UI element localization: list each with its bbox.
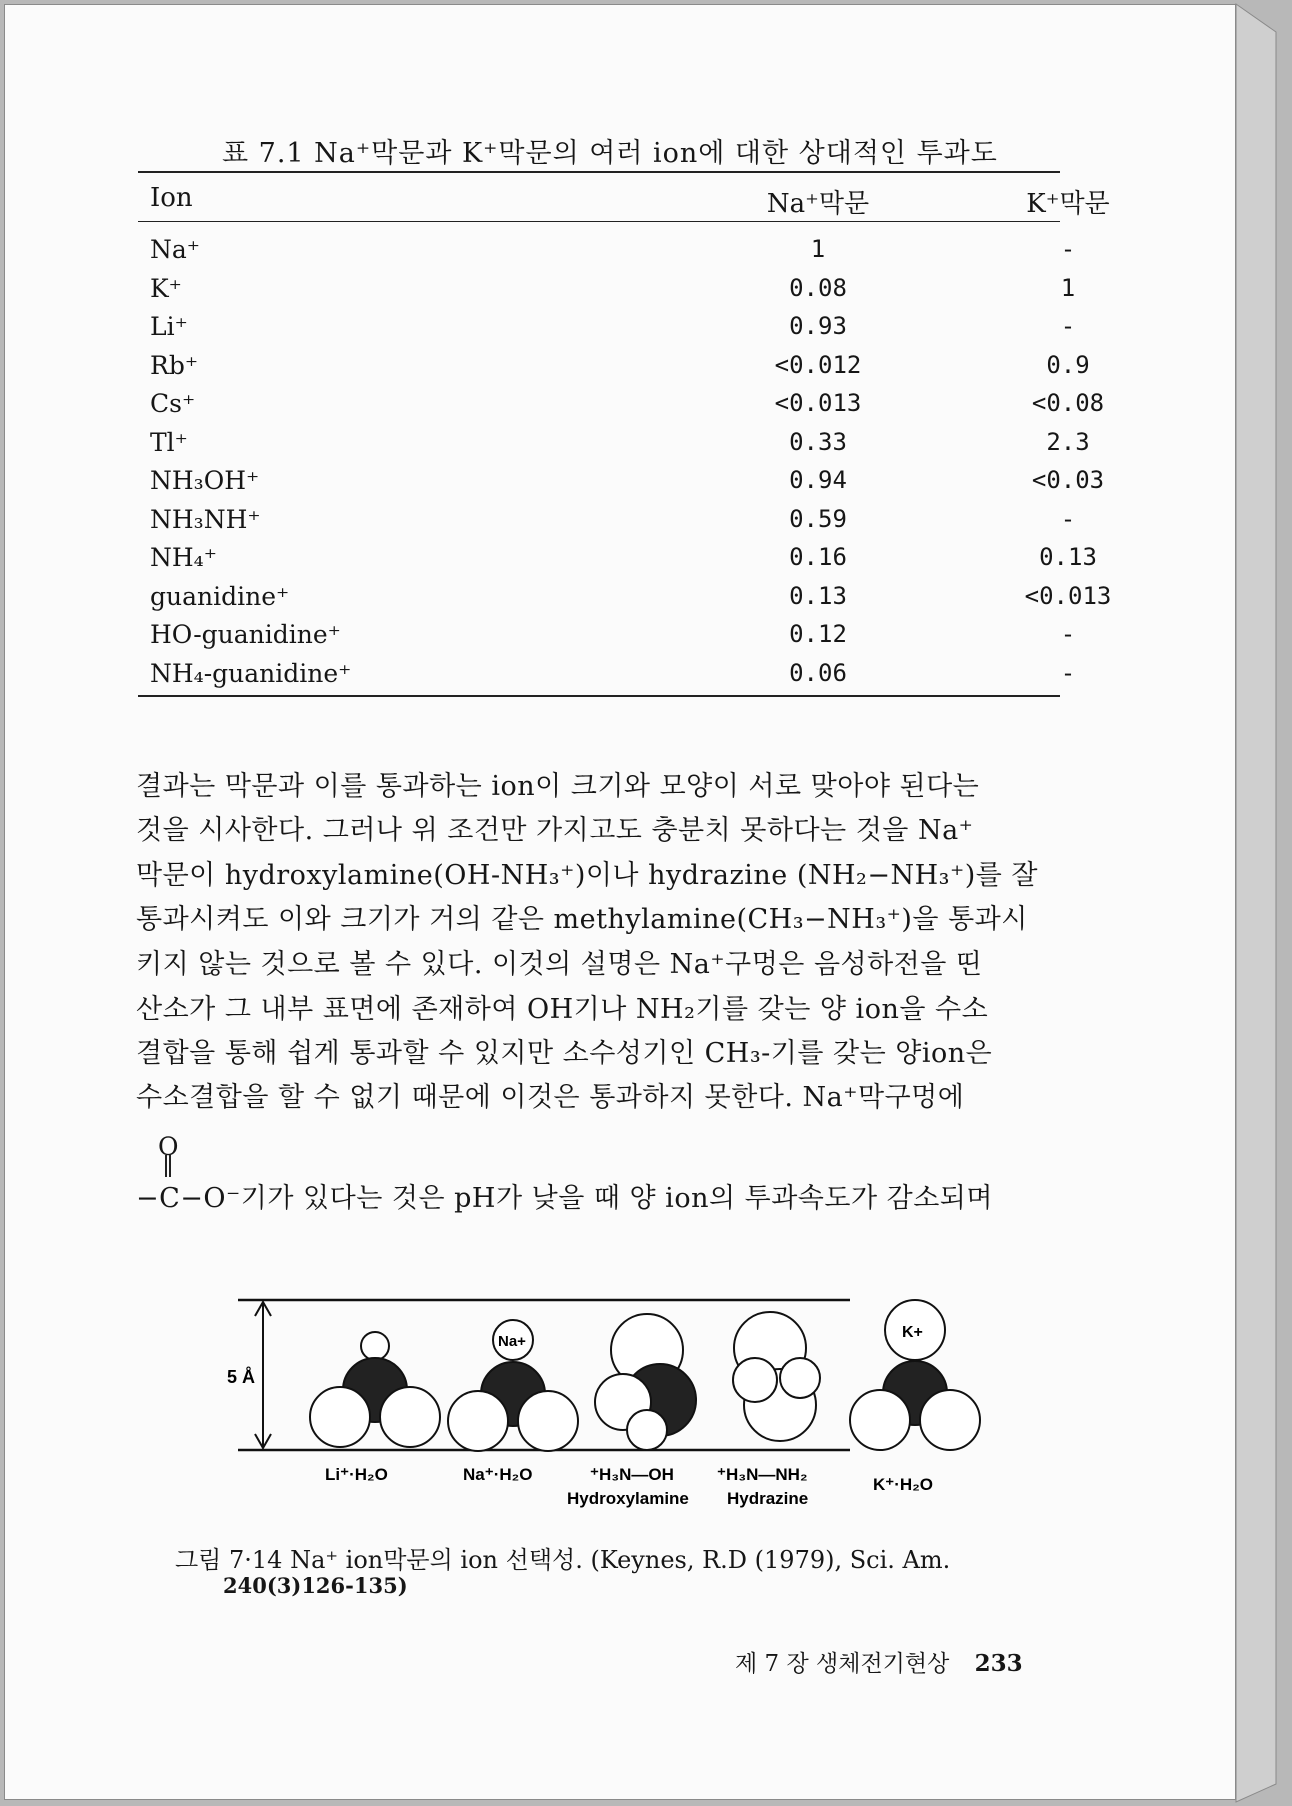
cell-k-permeability: -: [1060, 658, 1076, 687]
hydrogen-atom: [627, 1410, 667, 1450]
cell-na-permeability: 0.93: [789, 312, 847, 340]
cell-na-permeability: 0.94: [789, 466, 847, 494]
cell-ion: NH₄⁺: [150, 543, 217, 572]
body-line: 수소결합을 할 수 없기 때문에 이것은 통과하지 못한다. Na⁺막구멍에: [136, 1082, 965, 1113]
cell-ion: K⁺: [150, 273, 182, 303]
hydrogen-atom: [518, 1391, 578, 1451]
cell-ion: guanidine⁺: [150, 581, 290, 611]
hydrogen-atom: [780, 1358, 820, 1398]
cell-k-permeability: 0.9: [1046, 350, 1090, 379]
table-row: [138, 235, 1076, 271]
cell-k-permeability: 2.3: [1046, 427, 1090, 456]
na-ion-label: Na+: [498, 1333, 526, 1350]
cell-ion: NH₃OH⁺: [150, 466, 260, 495]
cell-na-permeability: 0.59: [789, 504, 847, 533]
hydrogen-atom: [310, 1387, 370, 1447]
hydrogen-atom: [850, 1390, 910, 1450]
cell-na-permeability: 0.16: [789, 543, 847, 571]
li-water-molecule: [310, 1332, 440, 1447]
na-water-molecule: [448, 1320, 578, 1451]
carbonyl-oxygen: O: [158, 1132, 179, 1161]
cell-na-permeability: 0.08: [789, 273, 847, 302]
k-ion-label: K+: [902, 1324, 923, 1341]
hydrazine-molecule: [733, 1312, 820, 1441]
header-na-channel: Na⁺막문: [766, 189, 870, 219]
cell-k-permeability: -: [1060, 235, 1076, 263]
dimension-label: 5 Å: [227, 1367, 256, 1387]
table-row: [138, 273, 1076, 310]
table-row: [138, 312, 1076, 348]
figure-caption-reference: 240(3)126-135): [223, 1573, 408, 1598]
cell-ion: Na⁺: [150, 235, 200, 264]
table-row: [138, 504, 1076, 541]
body-line: 것을 시사한다. 그러나 위 조건만 가지고도 충분치 못하다는 것을 Na⁺: [136, 815, 974, 846]
label-hydroxylamine: Hydroxylamine: [567, 1489, 689, 1508]
cell-k-permeability: <0.03: [1031, 466, 1105, 494]
hydrogen-atom: [920, 1390, 980, 1450]
cell-k-permeability: -: [1060, 620, 1076, 648]
hydroxylamine-molecule: [595, 1314, 696, 1450]
body-line: 막문이 hydroxylamine(OH-NH₃⁺)이나 hydrazine (NH₂−NH₃⁺)를 잘: [136, 860, 1039, 891]
page-number: 233: [974, 1650, 1023, 1677]
cell-na-permeability: 0.13: [789, 581, 847, 610]
body-line: 키지 않는 것으로 볼 수 있다. 이것의 설명은 Na⁺구멍은 음성하전을 띤: [136, 949, 983, 980]
table-top-rule: [138, 171, 1060, 173]
cell-ion: NH₃NH⁺: [150, 504, 261, 534]
running-head: 제 7 장 생체전기현상: [735, 1651, 950, 1677]
table-row: [138, 389, 1105, 425]
label-hydrazine-formula: ⁺H₃N—NH₂: [717, 1465, 808, 1484]
figure-caption: 그림 7·14 Na⁺ ion막문의 ion 선택성. (Keynes, R.D (1979), Sci. Am.: [175, 1546, 951, 1574]
cell-na-permeability: 1: [810, 235, 826, 263]
label-hydrazine: Hydrazine: [727, 1489, 809, 1508]
hydrogen-atom: [380, 1387, 440, 1447]
page-footer: [735, 1645, 1023, 1678]
li-ion-ball: [361, 1332, 389, 1360]
cell-ion: Rb⁺: [150, 350, 199, 380]
label-k-water: K⁺·H₂O: [873, 1475, 933, 1494]
table-row: [138, 581, 1112, 618]
cell-na-permeability: 0.33: [789, 427, 847, 456]
body-line: 산소가 그 내부 표면에 존재하여 OH기나 NH₂기를 갖는 양 ion을 수소: [136, 994, 989, 1025]
cell-ion: Li⁺: [150, 312, 188, 341]
cell-ion: NH₄-guanidine⁺: [150, 658, 352, 688]
table-header-rule: [138, 221, 1060, 222]
hydrogen-atom: [733, 1358, 777, 1402]
body-line-carboxyl: −C−O⁻기가 있다는 것은 pH가 낮을 때 양 ion의 투과속도가 감소되며: [136, 1183, 993, 1214]
table-caption: 표 7.1 Na⁺막문과 K⁺막문의 여러 ion에 대한 상대적인 투과도: [222, 138, 998, 169]
table-bottom-rule: [138, 695, 1060, 697]
cell-k-permeability: 1: [1060, 273, 1076, 302]
cell-k-permeability: -: [1060, 504, 1076, 533]
table-row: [138, 466, 1105, 502]
hydrogen-atom: [448, 1391, 508, 1451]
cell-na-permeability: 0.12: [789, 620, 847, 648]
table-row: [138, 620, 1076, 656]
cell-ion: HO-guanidine⁺: [150, 620, 341, 649]
ion-selectivity-figure: [227, 1290, 995, 1530]
header-k-channel: K⁺막문: [1026, 189, 1110, 219]
label-na-water: Na⁺·H₂O: [463, 1465, 533, 1484]
cell-k-permeability: -: [1060, 312, 1076, 340]
label-hydroxylamine-formula: ⁺H₃N—OH: [590, 1465, 674, 1484]
table-row: [138, 658, 1076, 695]
header-ion: Ion: [150, 183, 193, 213]
table-row: [138, 543, 1097, 579]
table-row: [138, 350, 1090, 387]
body-line: 결합을 통해 쉽게 통과할 수 있지만 소수성기인 CH₃-기를 갖는 양ion은: [136, 1038, 993, 1069]
label-li-water: Li⁺·H₂O: [325, 1465, 388, 1484]
body-line: 결과는 막문과 이를 통과하는 ion이 크기와 모양이 서로 맞아야 된다는: [136, 771, 980, 802]
carbonyl-double-bond: [165, 1155, 171, 1177]
cell-k-permeability: 0.13: [1039, 543, 1097, 571]
body-line: 통과시켜도 이와 크기가 거의 같은 methylamine(CH₃−NH₃⁺)을 통과시: [136, 904, 1028, 935]
cell-ion: Tl⁺: [150, 427, 188, 457]
book-page: [4, 4, 1236, 1800]
table-row: [138, 427, 1090, 464]
cell-k-permeability: <0.013: [1024, 581, 1112, 610]
k-water-molecule: [850, 1300, 980, 1450]
book-spine-shadow: [1236, 4, 1288, 1802]
cell-na-permeability: 0.06: [789, 658, 847, 687]
cell-ion: Cs⁺: [150, 389, 196, 418]
cell-na-permeability: <0.013: [774, 389, 862, 417]
cell-k-permeability: <0.08: [1031, 389, 1105, 417]
cell-na-permeability: <0.012: [774, 350, 862, 379]
